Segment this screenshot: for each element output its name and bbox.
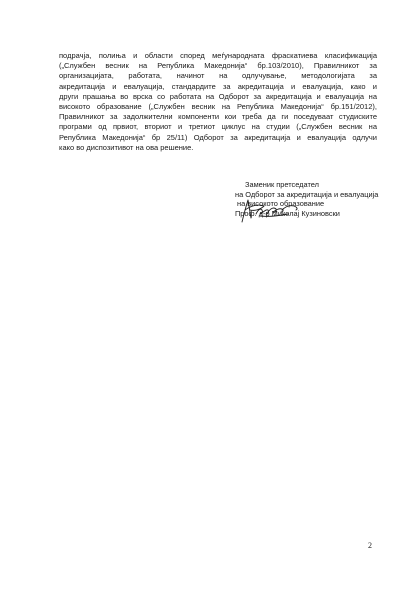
body-line: („Службен весник на Република Македонија“ бр.103/2010), Правилникот за bbox=[59, 61, 377, 71]
signatory-board: на Одборот за акредитација и евалуација bbox=[235, 189, 379, 199]
body-line: Република Македонија“ бр 25/11) Одборот за акредитација и евалуација одлучи bbox=[59, 132, 377, 142]
body-paragraph bbox=[59, 51, 377, 153]
signatory-name: Проф. д-р Миколај Кузиновски bbox=[235, 208, 340, 218]
body-line: други прашања во врска со работата на Одборот за акредитација и евалуација на bbox=[59, 91, 377, 101]
body-line: акредитација и евалуација, стандардите за акредитација и евалуација, како и bbox=[59, 81, 377, 91]
body-line: организацијата, работата, начинот на одлучување, методологијата за bbox=[59, 71, 377, 81]
body-line: Правилникот за задолжителни компоненти кои треба да ги поседуваат студиските bbox=[59, 112, 377, 122]
body-line: подрачја, полиња и области според меѓународната фраскатиева класификација bbox=[59, 51, 377, 60]
body-line: високото образование („Службен весник на Република Македонија“ бр.151/2012), bbox=[59, 102, 377, 112]
body-line: програми од првиот, вториот и третиот циклус на студии („Службен весник на bbox=[59, 122, 377, 132]
signatory-education: на високото образование bbox=[237, 199, 325, 209]
handwritten-signature bbox=[238, 196, 308, 226]
signatory-title: Заменик претседател bbox=[245, 180, 319, 189]
page-number: 2 bbox=[368, 541, 372, 550]
body-line: како во диспозитивот на ова решение. bbox=[59, 142, 194, 152]
